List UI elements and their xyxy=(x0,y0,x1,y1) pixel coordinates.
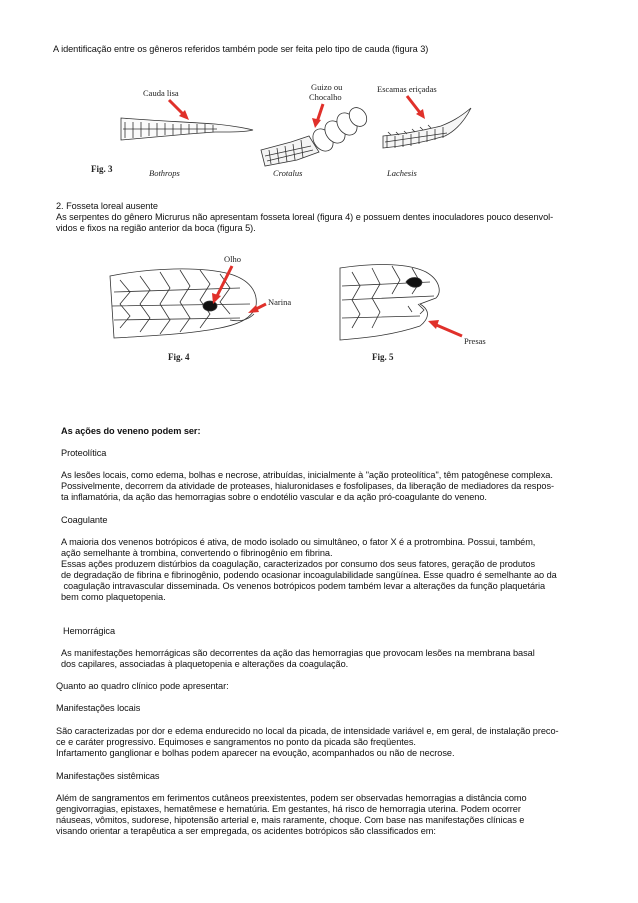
proteolitica-line: Possivelmente, decorrem da atividade de proteases, hialuronidases e fosfolipases, da liberação de mediadores da respos- xyxy=(61,481,555,491)
coagulante-line: coagulação intravascular disseminada. Os venenos botrópicos podem também levar a alterações da função plaquetária xyxy=(61,581,546,591)
fig4-head-drawing xyxy=(110,269,256,338)
lachesis-tail-drawing xyxy=(383,108,471,148)
fig3-caption: Fig. 3 xyxy=(91,164,113,174)
label-escamas: Escamas eriçadas xyxy=(377,84,437,94)
coagulante-line: Essas ações produzem distúrbios da coagulação, caracterizados por consumo dos seus fatores, geração de produtos xyxy=(61,559,536,569)
locais-line: Infartamento ganglionar e bolhas podem aparecer na evoução, acompanhados ou não de necrose. xyxy=(56,748,455,758)
bothrops-tail-drawing xyxy=(121,118,253,140)
hemorragica-line: As manifestações hemorrágicas são decorrentes da ação das hemorragias que provocam lesões na membrana basal xyxy=(61,648,535,658)
section2-line2: vidos e fixos na região anterior da boca (figura 5). xyxy=(56,223,256,233)
coagulante-line: ação semelhante à trombina, convertendo o fibrinogênio em fibrina. xyxy=(61,548,333,558)
coagulante-line: de degradação de fibrina e fibrinogênio, podendo ocasionar incoagulabilidade sangüínea. Esse quadro é semelhante ao da xyxy=(61,570,557,580)
label-presas: Presas xyxy=(464,336,486,346)
sistemicas-line: náuseas, vômitos, sudorese, hipotensão arterial e, mais raramente, choque. Com base nas manifestações clínicas e xyxy=(56,815,525,825)
locais-line: São caracterizadas por dor e edema endurecido no local da picada, de intensidade variável e, em geral, de instalação preco- xyxy=(56,726,559,736)
venom-heading: As ações do veneno podem ser: xyxy=(61,426,201,436)
arrow-presas xyxy=(428,320,462,336)
proteolitica-title: Proteolítica xyxy=(61,448,107,458)
label-olho: Olho xyxy=(224,254,241,264)
hemorragica-line: dos capilares, associadas à plaquetopenia e alterações da coagulação. xyxy=(61,659,349,669)
clinical-intro: Quanto ao quadro clínico pode apresentar: xyxy=(56,681,229,691)
crotalus-tail-drawing xyxy=(261,104,370,166)
locais-line: ce e caráter progressivo. Equimoses e sangramentos no ponto da picada são freqüentes. xyxy=(56,737,416,747)
sistemicas-line: visando orientar a terapêutica a ser empregada, os acidentes botrópicos são classificados em: xyxy=(56,826,436,836)
label-crotalus: Crotalus xyxy=(273,168,303,178)
proteolitica-line: As lesões locais, como edema, bolhas e necrose, atribuídas, inicialmente à "ação proteolítica", têm patogênese complexa. xyxy=(61,470,553,480)
coagulante-line: A maioria dos venenos botrópicos é ativa, de modo isolado ou simultâneo, o fator X é a protrombina. Possui, também, xyxy=(61,537,536,547)
section2-line1: As serpentes do gênero Micrurus não apresentam fosseta loreal (figura 4) e possuem dentes inoculadores pouco desenvol- xyxy=(56,212,554,222)
arrow-guizo xyxy=(312,104,323,128)
intro-text: A identificação entre os gêneros referidos também pode ser feita pelo tipo de cauda (figura 3) xyxy=(53,44,429,54)
hemorragica-title: Hemorrágica xyxy=(63,626,116,636)
label-lachesis: Lachesis xyxy=(387,168,417,178)
figure-3-tails xyxy=(85,78,485,190)
label-guizo-2: Chocalho xyxy=(309,92,342,102)
arrow-escamas xyxy=(407,96,425,119)
sistemicas-line: gengivorragias, epistaxes, hematêmese e hematúria. Em gestantes, há risco de hemorragia uterina. Podem ocorrer xyxy=(56,804,521,814)
label-guizo-1: Guizo ou xyxy=(311,82,343,92)
fig5-caption: Fig. 5 xyxy=(372,352,394,362)
fig5-head-drawing xyxy=(340,265,439,340)
proteolitica-line: ta inflamatória, da ação das hemorragias sobre o endotélio vascular e da ação pró-coagulante do veneno. xyxy=(61,492,487,502)
sistemicas-title: Manifestações sistêmicas xyxy=(56,771,160,781)
label-cauda-lisa: Cauda lisa xyxy=(143,88,179,98)
arrow-cauda-lisa xyxy=(169,100,189,120)
figure-4-5-heads xyxy=(90,248,500,373)
coagulante-title: Coagulante xyxy=(61,515,108,525)
sistemicas-line: Além de sangramentos em ferimentos cutâneos preexistentes, podem ser observadas hemorragias a distância como xyxy=(56,793,527,803)
label-bothrops: Bothrops xyxy=(149,168,180,178)
locais-title: Manifestações locais xyxy=(56,703,141,713)
coagulante-line: bem como plaquetopenia. xyxy=(61,592,166,602)
label-narina: Narina xyxy=(268,297,292,307)
section2-title: 2. Fosseta loreal ausente xyxy=(56,201,158,211)
fig4-caption: Fig. 4 xyxy=(168,352,190,362)
